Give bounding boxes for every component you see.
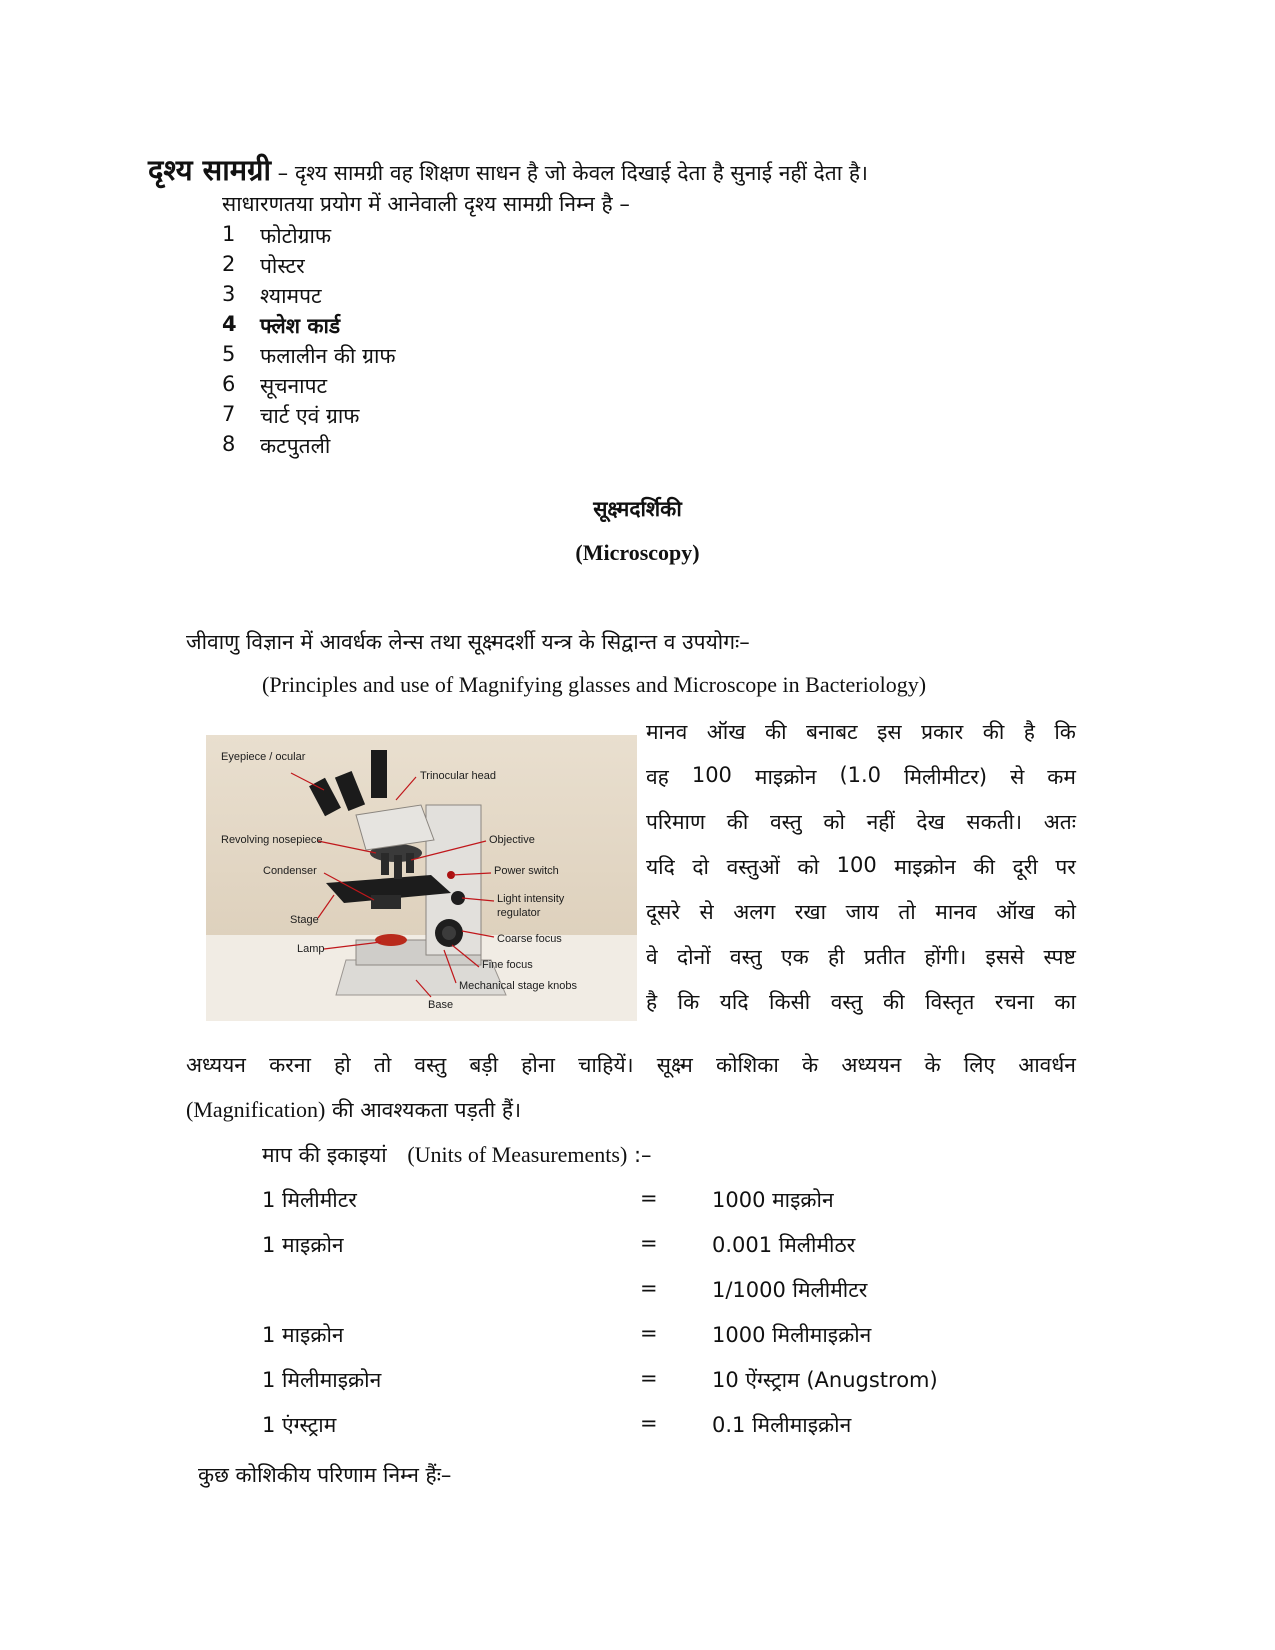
units-left-cell: 1 माइक्रोन: [262, 1233, 344, 1257]
paragraph-word: दो: [692, 855, 709, 879]
label-fine-focus: Fine focus: [482, 959, 533, 971]
paragraph-word: चाहियें।: [578, 1053, 634, 1077]
list-item-number: 4: [222, 312, 237, 336]
paragraph-word: सूक्ष्म: [656, 1053, 693, 1077]
paragraph-word: स्पष्ट: [1043, 945, 1076, 969]
paragraph-word: के: [924, 1053, 941, 1077]
units-right-cell: 1000 माइक्रोन: [712, 1188, 834, 1212]
paragraph-word: पर: [1055, 855, 1076, 879]
units-right-cell: 1000 मिलीमाइक्रोन: [712, 1323, 872, 1347]
label-lamp: Lamp: [297, 943, 325, 955]
paragraph-word: दोनों: [676, 945, 711, 969]
paragraph-word: (1.0: [839, 763, 882, 787]
list-item-text: पोस्टर: [260, 254, 305, 278]
paragraph-word: लिए: [963, 1053, 996, 1077]
fine-knob: [442, 926, 456, 940]
paragraph-word: दूरी: [1012, 855, 1038, 879]
units-left-cell: 1 माइक्रोन: [262, 1323, 344, 1347]
paragraph-word: वस्तु: [769, 810, 802, 834]
units-equals-cell: =: [640, 1366, 658, 1390]
paragraph-word: वे: [646, 945, 658, 969]
units-equals-cell: =: [640, 1321, 658, 1345]
paragraph-word: की: [982, 720, 1005, 744]
paragraph-word: प्रकार: [921, 720, 964, 744]
list-item-text: फोटोग्राफ: [260, 224, 332, 248]
label-eyepiece: Eyepiece / ocular: [221, 751, 306, 763]
paragraph-word: को: [797, 855, 820, 879]
units-right-cell: 1/1000 मिलीमीटर: [712, 1278, 868, 1302]
paragraph-word: किसी: [769, 990, 811, 1014]
label-objective: Objective: [489, 834, 535, 846]
paragraph-word: मिलीमीटर): [904, 765, 988, 789]
label-base: Base: [428, 999, 454, 1011]
head-shape: [356, 805, 434, 850]
list-item-number: 2: [222, 252, 236, 276]
units-equals-cell: =: [640, 1276, 658, 1300]
paragraph-word: देख: [916, 810, 945, 834]
principles-hindi: जीवाणु विज्ञान में आवर्धक लेन्स तथा सूक्ष्मदर्शी यन्त्र के सिद्वान्त व उपयोगः–: [186, 630, 750, 654]
units-right-cell: 0.001 मिलीमीठर: [712, 1233, 856, 1257]
paragraph-word: तो: [898, 900, 916, 924]
objective-1: [381, 853, 389, 875]
units-right-cell: 10 ऐंग्स्ट्राम (Anugstrom): [712, 1368, 938, 1392]
label-stage: Stage: [290, 914, 319, 926]
paragraph-word: माइक्रोन: [754, 765, 817, 789]
list-item-text: फलालीन की ग्राफ: [260, 344, 396, 368]
list-item-text: सूचनापट: [260, 374, 328, 398]
paragraph-word: करना: [269, 1053, 311, 1077]
microscope-figure: [206, 735, 637, 1021]
label-nosepiece: Revolving nosepiece: [221, 834, 323, 846]
units-equals-cell: =: [640, 1186, 658, 1210]
paragraph-word: अलग: [733, 900, 776, 924]
paragraph-line: [646, 943, 1076, 971]
paragraph-word: अध्ययन: [841, 1053, 902, 1077]
paragraph-line: [646, 988, 1076, 1016]
paragraph-word: की: [726, 810, 749, 834]
paragraph-word: 100: [836, 853, 877, 877]
list-item-text: फ्लेश कार्ड: [260, 314, 341, 338]
paragraph-word: को: [823, 810, 845, 834]
paragraph-word: के: [802, 1053, 819, 1077]
list-item-number: 8: [222, 432, 236, 456]
paragraph-word: कि: [677, 990, 700, 1014]
microscope-diagram: [206, 735, 637, 1021]
paragraph-word: एक: [781, 945, 809, 969]
units-equals-cell: =: [640, 1231, 658, 1255]
paragraph-word: ही: [828, 945, 845, 969]
intro-text: दृश्य सामग्री वह शिक्षण साधन है जो केवल दिखाई देता है सुनाई नहीं देता है।: [294, 161, 868, 185]
paragraph-word: वस्तु: [414, 1053, 447, 1077]
units-equals-cell: =: [640, 1411, 658, 1435]
paragraph-line: [646, 808, 1076, 836]
paragraph-word: इससे: [985, 945, 1025, 969]
intro-dash: –: [270, 161, 295, 185]
closing-line: कुछ कोशिकीय परिणाम निम्न हैंः–: [198, 1463, 452, 1487]
paragraph-word: अतः: [1043, 810, 1076, 834]
label-light-intensity: Light intensity: [497, 893, 565, 905]
list-item-text: श्यामपट: [260, 284, 322, 308]
units-heading-hindi: माप की इकाइयां: [262, 1143, 387, 1167]
paragraph-word: यदि: [719, 990, 749, 1014]
lamp-shape: [375, 934, 407, 946]
paragraph-word: का: [1054, 990, 1076, 1014]
intro-subline: साधारणतया प्रयोग में आनेवाली दृश्य सामग्री निम्न है –: [222, 192, 630, 216]
paragraph-word: बड़ी: [469, 1053, 499, 1077]
units-heading: [262, 1141, 652, 1169]
paragraph-word: अध्ययन: [186, 1053, 246, 1077]
paragraph-word: को: [1054, 900, 1076, 924]
paragraph-word: मानव: [935, 900, 977, 924]
paragraph-word: परिमाण: [646, 810, 706, 834]
label-trinocular: Trinocular head: [420, 770, 497, 782]
paragraph-word: वस्तु: [830, 990, 863, 1014]
principles-english: (Principles and use of Magnifying glasses and Microscope in Bacteriology): [262, 672, 927, 697]
paragraph-word: रखा: [794, 900, 827, 924]
paragraph-line: [646, 763, 1076, 791]
units-heading-english: (Units of Measurements): [407, 1142, 628, 1167]
list-item-number: 5: [222, 342, 236, 366]
section-heading-visual-material: दृश्य सामग्री: [148, 153, 271, 187]
paragraph-line: [646, 898, 1076, 926]
paragraph-word: हो: [334, 1053, 351, 1077]
trinocular-tube: [371, 750, 387, 798]
paragraph-last-line: [186, 1096, 521, 1124]
list-item-number: 1: [222, 222, 236, 246]
eyepiece-left: [309, 778, 341, 816]
paragraph-word: की: [764, 720, 787, 744]
units-right-cell: 0.1 मिलीमाइक्रोन: [712, 1413, 852, 1437]
paragraph-word: कम: [1047, 765, 1076, 789]
paragraph-word: इस: [877, 720, 902, 744]
paragraph-word: प्रतीत: [863, 945, 906, 969]
paragraph-word: आवर्धन: [1018, 1053, 1076, 1077]
paragraph-word: विस्तृत: [925, 990, 975, 1014]
paragraph-word: कोशिका: [716, 1053, 779, 1077]
paragraph-word: माइक्रोन: [894, 855, 956, 879]
objective-2: [394, 855, 402, 879]
units-left-cell: 1 मिलीमीटर: [262, 1188, 357, 1212]
paragraph-word: यदि: [646, 855, 675, 879]
paragraph-word: रचना: [994, 990, 1034, 1014]
paragraph-word: से: [699, 900, 714, 924]
list-item-number: 6: [222, 372, 236, 396]
paragraph-word: ऑख: [706, 720, 746, 744]
paragraph-word: नहीं: [866, 810, 895, 834]
units-left-cell: 1 एंग्स्ट्राम: [262, 1413, 337, 1437]
section-title-hindi: सूक्ष्मदर्शिकी: [593, 497, 682, 521]
paragraph-word: होंगी।: [924, 945, 967, 969]
list-item-number: 7: [222, 402, 236, 426]
label-condenser: Condenser: [263, 865, 317, 877]
units-heading-tail: :–: [627, 1143, 652, 1167]
paragraph-word: कि: [1054, 720, 1076, 744]
magnification-tail: की आवश्यकता पड़ती हैं।: [325, 1098, 522, 1122]
paragraph-word: होना: [521, 1053, 555, 1077]
paragraph-word: दूसरे: [646, 900, 680, 924]
magnification-term: (Magnification): [186, 1097, 326, 1122]
intro-line: [148, 150, 868, 189]
paragraph-line: [186, 1051, 1076, 1079]
paragraph-word: जाय: [845, 900, 879, 924]
label-regulator: regulator: [497, 907, 541, 919]
paragraph-word: मानव: [646, 720, 688, 744]
paragraph-word: वस्तु: [729, 945, 762, 969]
section-title-english: (Microscopy): [575, 540, 700, 565]
list-item-text: चार्ट एवं ग्राफ: [260, 404, 360, 428]
paragraph-line: [646, 718, 1076, 746]
objective-3: [406, 853, 414, 873]
paragraph-word: 100: [691, 763, 732, 787]
units-left-cell: 1 मिलीमाइक्रोन: [262, 1368, 382, 1392]
paragraph-word: बनाबट: [805, 720, 858, 744]
label-power-switch: Power switch: [494, 865, 559, 877]
paragraph-word: वस्तुओं: [726, 855, 780, 879]
paragraph-word: से: [1010, 765, 1025, 789]
paragraph-line: [646, 853, 1076, 881]
list-item-number: 3: [222, 282, 236, 306]
paragraph-word: की: [973, 855, 995, 879]
label-stage-knobs: Mechanical stage knobs: [459, 980, 578, 992]
paragraph-word: है: [1023, 720, 1035, 744]
list-item-text: कटपुतली: [260, 434, 331, 458]
label-coarse-focus: Coarse focus: [497, 933, 562, 945]
paragraph-word: है: [646, 990, 658, 1014]
paragraph-word: की: [883, 990, 905, 1014]
paragraph-word: वह: [646, 765, 669, 789]
paragraph-word: सकती।: [966, 810, 1023, 834]
condenser-shape: [371, 895, 401, 909]
paragraph-word: ऑख: [996, 900, 1035, 924]
paragraph-word: तो: [373, 1053, 392, 1077]
